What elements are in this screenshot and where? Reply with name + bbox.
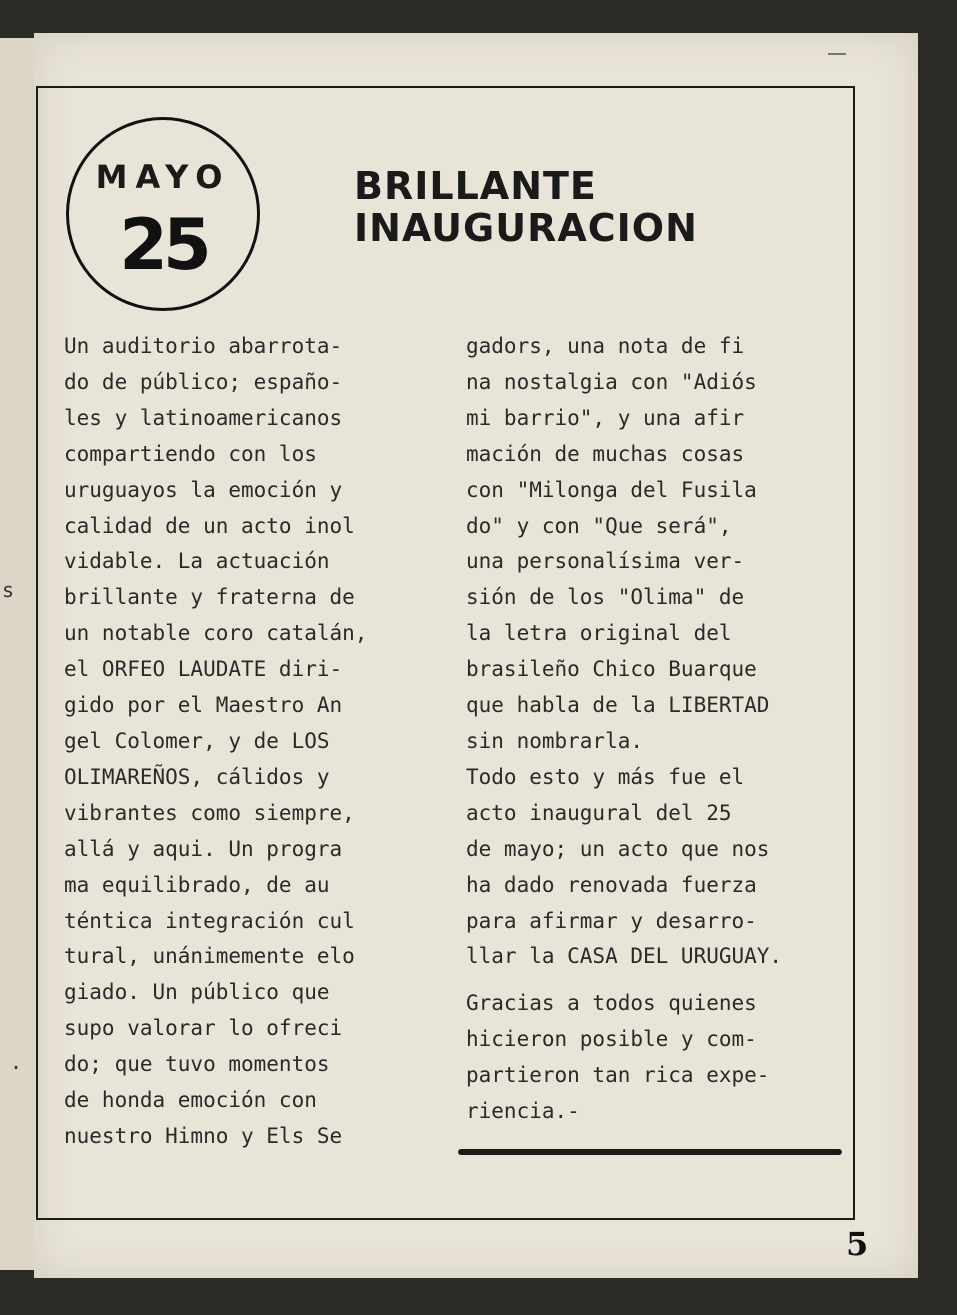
text-line: compartiendo con los xyxy=(64,441,317,466)
text-line: OLIMAREÑOS, cálidos y xyxy=(64,764,330,789)
text-line: sión de los "Olima" de xyxy=(466,585,745,610)
text-line: para afirmar y desarro- xyxy=(466,908,757,933)
article-column-left xyxy=(64,329,444,1155)
text-line: gel Colomer, y de LOS xyxy=(64,728,330,753)
text-line: nuestro Himno y Els Se xyxy=(64,1123,343,1148)
text-line: do; que tuvo momentos xyxy=(64,1052,330,1077)
article-headline xyxy=(354,165,698,249)
text-line: ha dado renovada fuerza xyxy=(466,872,757,897)
text-line: de honda emoción con xyxy=(64,1088,317,1113)
text-line: tural, unánimemente elo xyxy=(64,944,355,969)
text-line: brasileño Chico Buarque xyxy=(466,657,757,682)
text-line: brillante y fraterna de xyxy=(64,585,355,610)
headline-line: BRILLANTE xyxy=(354,164,597,208)
text-line: calidad de un acto inol xyxy=(64,513,355,538)
text-line: que habla de la LIBERTAD xyxy=(466,693,770,718)
text-line: riencia.- xyxy=(466,1099,580,1124)
facing-page-fragment: s xyxy=(2,578,15,602)
article-column-right xyxy=(466,329,866,1130)
text-line: Gracias a todos quienes xyxy=(466,991,757,1016)
text-line: hicieron posible y com- xyxy=(466,1027,757,1052)
text-line: gido por el Maestro An xyxy=(64,693,343,718)
text-line: Un auditorio abarrota- xyxy=(64,334,343,358)
badge-month: MAYO xyxy=(95,158,231,196)
text-line: mi barrio", y una afir xyxy=(466,405,745,430)
text-line: do" y con "Que será", xyxy=(466,513,732,538)
text-line: Todo esto y más fue el xyxy=(466,764,745,789)
text-line: gadors, una nota de fi xyxy=(466,334,745,358)
text-line: uruguayos la emoción y xyxy=(64,477,343,502)
text-line: llar la CASA DEL URUGUAY. xyxy=(466,944,783,969)
page-number: 5 xyxy=(846,1225,869,1263)
text-line: do de público; españo- xyxy=(64,369,343,394)
text-line: na nostalgia con "Adiós xyxy=(466,369,757,394)
text-line: vibrantes como siempre, xyxy=(64,800,355,825)
text-line: mación de muchas cosas xyxy=(466,441,745,466)
date-badge xyxy=(66,117,260,311)
text-line: giado. Un público que xyxy=(64,980,330,1005)
text-line: partieron tan rica expe- xyxy=(466,1063,770,1088)
headline-line: INAUGURACION xyxy=(354,206,698,250)
text-line: les y latinoamericanos xyxy=(64,405,343,430)
facing-page-fragment: . xyxy=(10,1050,23,1074)
corner-mark xyxy=(828,53,846,55)
text-line: sin nombrarla. xyxy=(466,728,644,753)
text-line: supo valorar lo ofreci xyxy=(64,1016,343,1041)
badge-day: 25 xyxy=(119,204,207,286)
end-rule-divider xyxy=(458,1149,842,1155)
text-line: vidable. La actuación xyxy=(64,549,330,574)
text-line: una personalísima ver- xyxy=(466,549,745,574)
text-line: ma equilibrado, de au xyxy=(64,872,330,897)
text-line: un notable coro catalán, xyxy=(64,621,368,646)
facing-page-edge xyxy=(0,38,36,1270)
text-line: acto inaugural del 25 xyxy=(466,800,732,825)
text-line: de mayo; un acto que nos xyxy=(466,836,770,861)
magazine-page xyxy=(34,33,918,1278)
text-line: con "Milonga del Fusila xyxy=(466,477,757,502)
text-line: la letra original del xyxy=(466,621,732,646)
text-line: allá y aqui. Un progra xyxy=(64,836,343,861)
text-line: téntica integración cul xyxy=(64,908,355,933)
text-line: el ORFEO LAUDATE diri- xyxy=(64,657,343,682)
paragraph-gap xyxy=(466,975,866,986)
